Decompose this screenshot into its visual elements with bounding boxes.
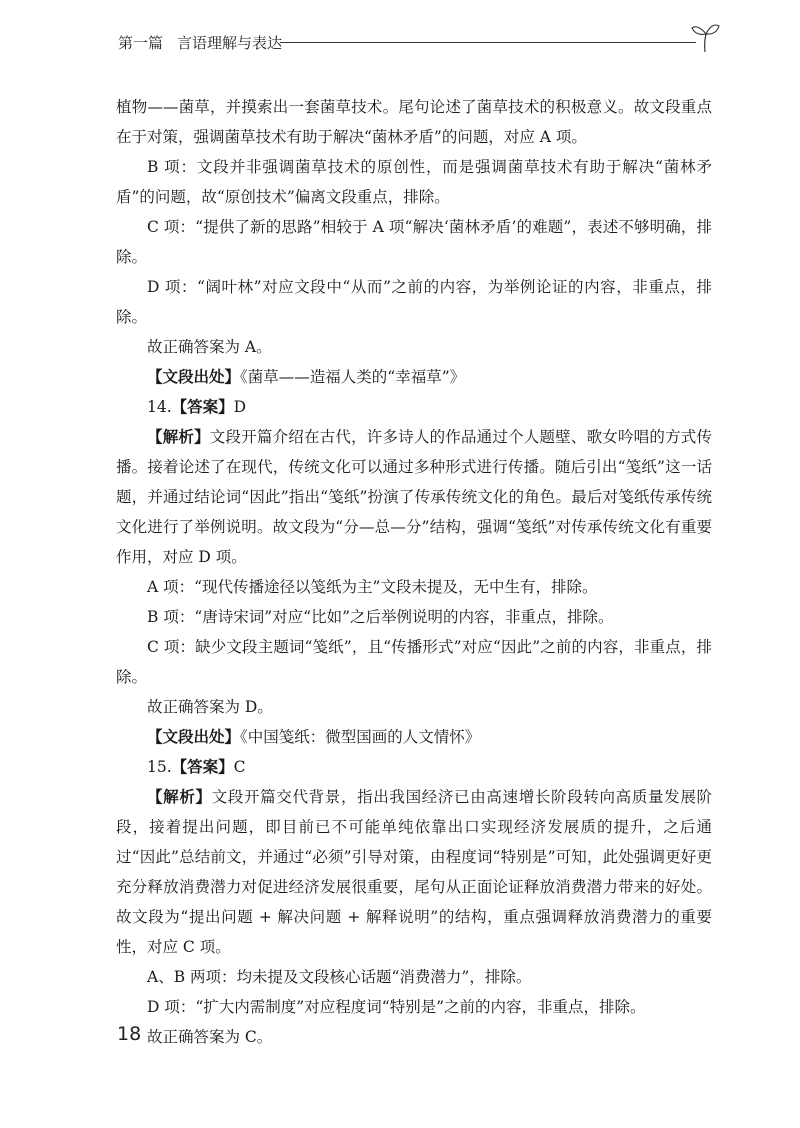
paragraph: B 项：文段并非强调菌草技术的原创性，而是强调菌草技术有助于解决“菌林矛盾”的问题，故“原创技术”偏离文段重点，排除。 <box>116 158 712 206</box>
sprout-icon <box>690 20 720 54</box>
answer-line <box>116 752 712 782</box>
answer-value: D <box>233 398 247 416</box>
paragraph: C 项：“提供了新的思路”相较于 A 项“解决‘菌林矛盾’的难题”，表述不够明确，排除。 <box>116 218 712 266</box>
page-number: 18 <box>117 1023 142 1045</box>
paragraph: A 项：“现代传播途径以笺纸为主”文段未提及，无中生有，排除。 <box>147 578 598 596</box>
analysis-label: 【解析】 <box>147 788 212 806</box>
analysis-label: 【解析】 <box>147 428 210 446</box>
running-header <box>118 28 718 58</box>
paragraph: B 项：“唐诗宋词”对应“比如”之后举例说明的内容，非重点，排除。 <box>147 608 614 626</box>
header-part: 第一篇 <box>118 34 164 52</box>
paragraph: A、B 两项：均未提及文段核心话题“消费潜力”，排除。 <box>147 968 532 986</box>
paragraph: D 项：“扩大内需制度”对应程度词“特别是”之前的内容，非重点，排除。 <box>147 998 646 1016</box>
header-title: 言语理解与表达 <box>177 34 283 52</box>
source-label: 【文段出处】 <box>147 368 241 386</box>
answer-value: C <box>233 758 246 776</box>
paragraph: 故正确答案为 D。 <box>147 698 273 716</box>
paragraph: 植物——菌草，并摸索出一套菌草技术。尾句论述了菌草技术的积极意义。故文段重点在于对策，强调菌草技术有助于解决“菌林矛盾”的问题，对应 A 项。 <box>116 98 712 146</box>
header-text <box>118 32 282 53</box>
answer-line <box>116 392 712 422</box>
paragraph: 故正确答案为 C。 <box>147 1028 273 1046</box>
answer-label: 【答案】 <box>171 758 234 776</box>
question-number: 14. <box>147 398 172 416</box>
page-content <box>116 92 712 1052</box>
analysis-paragraph <box>116 422 712 572</box>
paragraph: D 项：“阔叶林”对应文段中“从而”之前的内容，为举例论证的内容，非重点，排除。 <box>116 278 712 326</box>
question-number: 15. <box>147 758 172 776</box>
source-line <box>116 362 712 392</box>
source-line <box>116 722 712 752</box>
analysis-text: 文段开篇交代背景，指出我国经济已由高速增长阶段转向高质量发展阶段，接着提出问题，即目前已不可能单纯依靠出口实现经济发展质的提升，之后通过“因此”总结前文，并通过“必须”引导对策，由程度词“特别是”可知，此处强调更好更充分释放消费潜力对促进经济发展很重要，尾句从正面论证释放消费潜力带来的好处。故文段为“提出问题 + 解决问题 + 解释说明”的结构，重点强调释放消费潜力的重要性，对应 C 项。 <box>116 788 712 956</box>
source-label: 【文段出处】 <box>147 728 241 746</box>
source-title: 《中国笺纸：微型国画的人文情怀》 <box>240 728 481 746</box>
header-rule <box>280 42 696 43</box>
paragraph: C 项：缺少文段主题词“笺纸”，且“传播形式”对应“因此”之前的内容，非重点，排除。 <box>116 638 712 686</box>
analysis-text: 文段开篇介绍在古代，许多诗人的作品通过个人题壁、歌女吟唱的方式传播。接着论述了在现代，传统文化可以通过多种形式进行传播。随后引出“笺纸”这一话题，并通过结论词“因此”指出“笺纸”扮演了传承传统文化的角色。最后对笺纸传承传统文化进行了举例说明。故文段为“分—总—分”结构，强调“笺纸”对传承传统文化有重要作用，对应 D 项。 <box>116 428 712 566</box>
paragraph: 故正确答案为 A。 <box>147 338 272 356</box>
answer-label: 【答案】 <box>171 398 234 416</box>
analysis-paragraph <box>116 782 712 962</box>
source-title: 《菌草——造福人类的“幸福草”》 <box>240 368 466 386</box>
